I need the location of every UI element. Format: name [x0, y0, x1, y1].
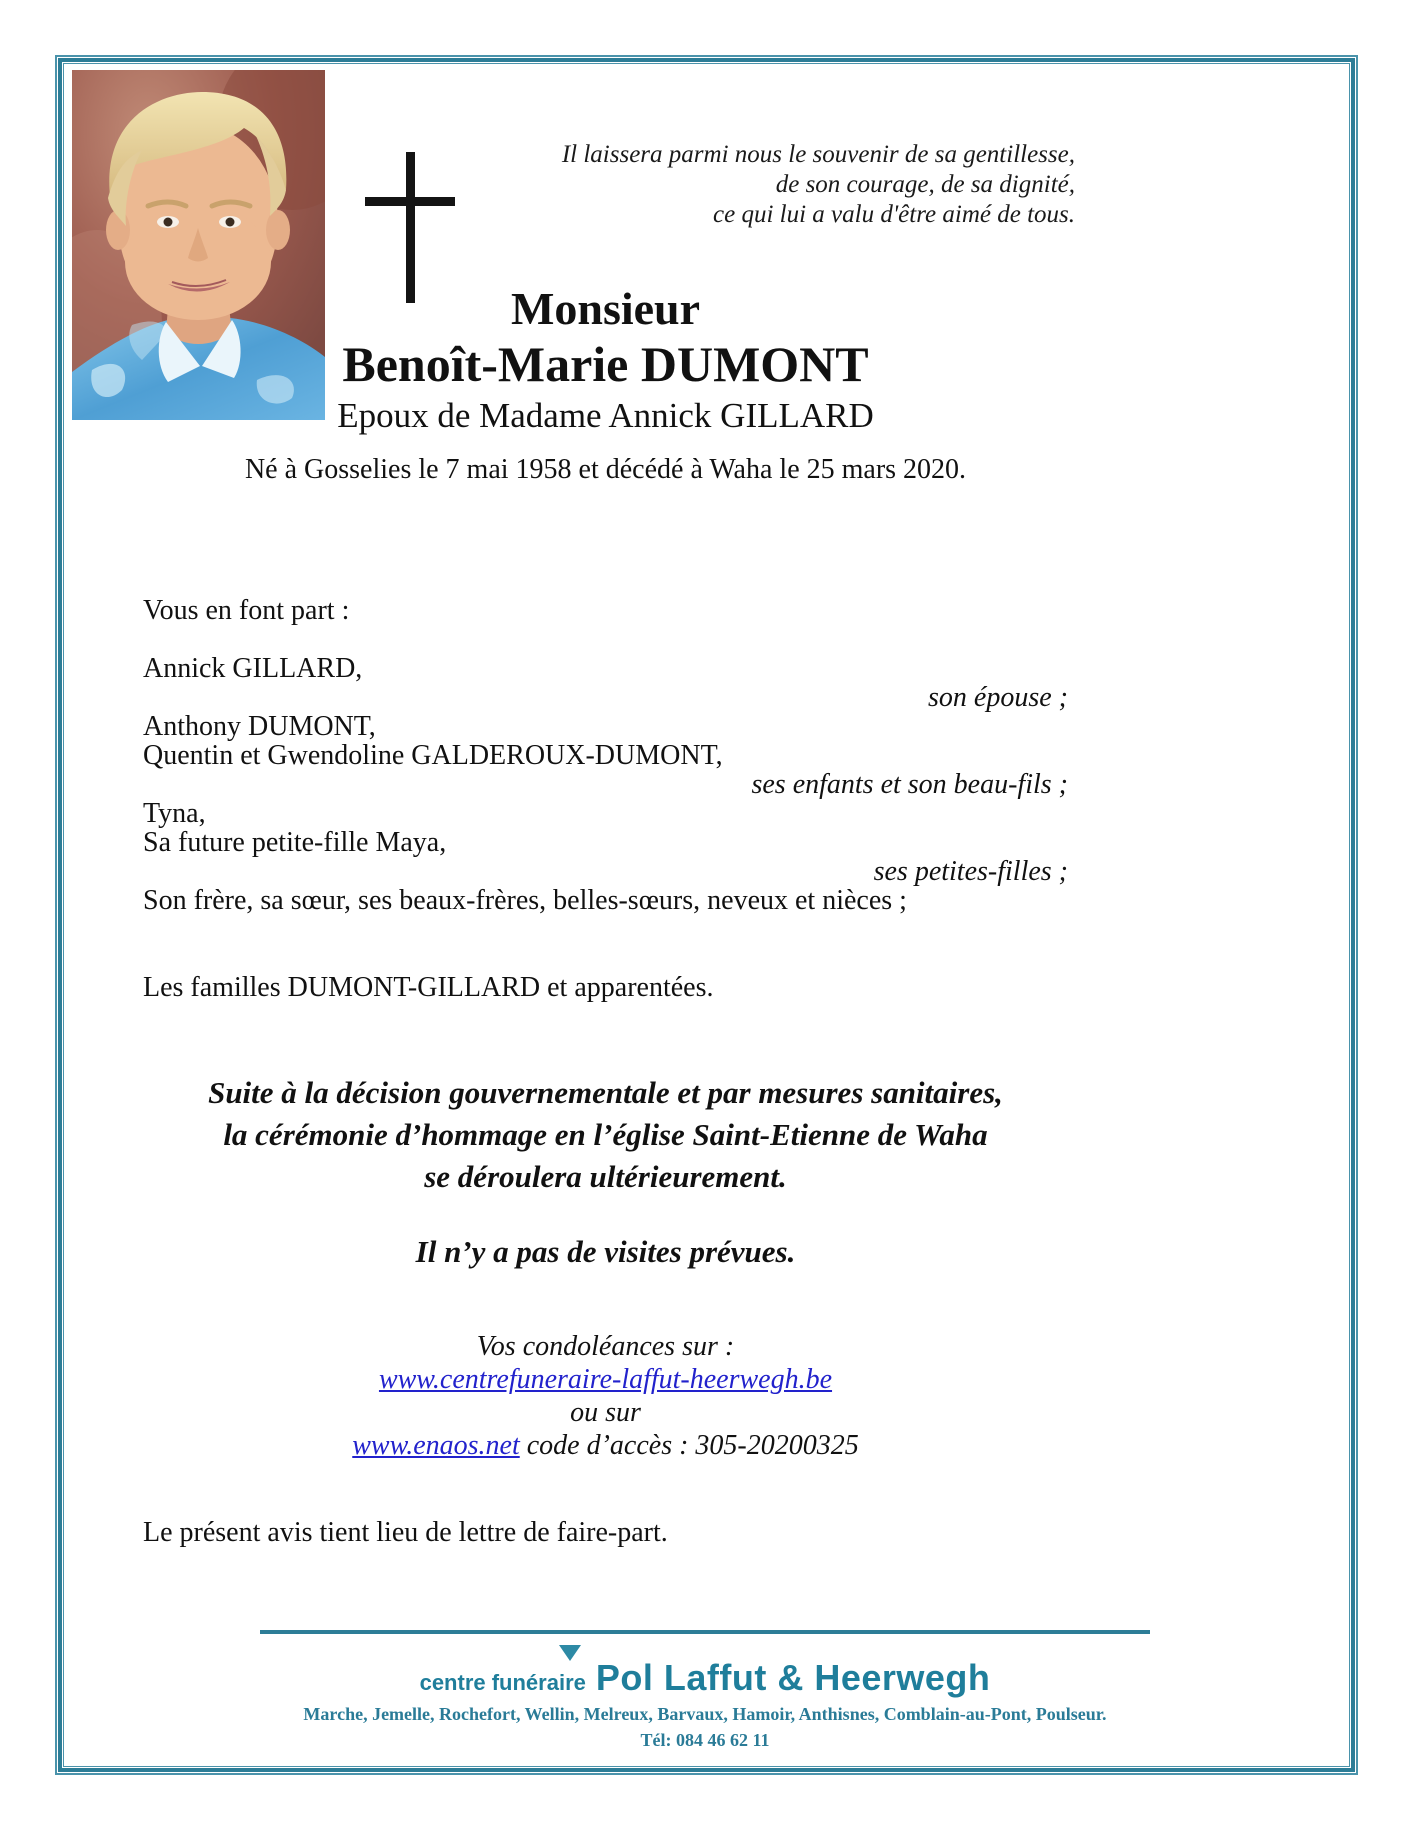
no-visits-notice: Il n’y a pas de visites prévues.: [415, 1234, 796, 1269]
family-line: Tyna,: [143, 798, 206, 829]
access-code: code d’accès : 305-20200325: [519, 1430, 859, 1461]
spouse-line: Epoux de Madame Annick GILLARD: [337, 396, 874, 435]
relation-label: ses enfants et son beau-fils ;: [751, 769, 1068, 800]
ceremony-line: Suite à la décision gouvernementale et par mesures sanitaires,: [208, 1075, 1003, 1110]
relation-label: ses petites-filles ;: [873, 856, 1068, 887]
family-line: Anthony DUMONT,: [143, 711, 376, 742]
brand-phone: Tél: 084 46 62 11: [640, 1730, 770, 1750]
memorial-line: ce qui lui a valu d'être aimé de tous.: [713, 201, 1075, 228]
memorial-line: Il laissera parmi nous le souvenir de sa gentillesse,: [561, 141, 1075, 168]
condolences-section: [143, 1330, 1068, 1462]
salutation: Monsieur: [510, 283, 701, 334]
cross-icon: [365, 150, 455, 305]
memorial-line: de son courage, de sa dignité,: [775, 171, 1075, 198]
faire-part-notice: Le présent avis tient lieu de lettre de faire-part.: [143, 1517, 668, 1548]
title-block: [143, 283, 1068, 439]
family-intro: Vous en font part :: [143, 595, 350, 626]
condolences-or: ou sur: [570, 1397, 641, 1428]
footer-divider: [260, 1630, 1150, 1634]
brand-locations: Marche, Jemelle, Rochefort, Wellin, Melreux, Barvaux, Hamoir, Anthisnes, Comblain-au-Pont, Poulseur.: [303, 1704, 1107, 1724]
ceremony-line: la cérémonie d’hommage en l’église Saint-Etienne de Waha: [223, 1117, 988, 1152]
condolences-link-centrefuneraire[interactable]: www.centrefuneraire-laffut-heerwegh.be: [378, 1364, 833, 1395]
brand-name: Pol Laffut & Heerwegh: [595, 1657, 991, 1698]
ceremony-line: se déroulera ultérieurement.: [424, 1159, 787, 1194]
family-line: Sa future petite-fille Maya,: [143, 827, 447, 858]
funeral-home-brand: [0, 1655, 1410, 1709]
condolences-link-enaos[interactable]: www.enaos.net: [352, 1430, 520, 1461]
family-line: Son frère, sa sœur, ses beaux-frères, belles-sœurs, neveux et nièces ;: [143, 885, 907, 916]
condolences-intro: Vos condoléances sur :: [476, 1331, 735, 1362]
brand-prefix: centre funéraire: [419, 1670, 586, 1695]
relation-label: son épouse ;: [928, 682, 1068, 713]
family-line: Les familles DUMONT-GILLARD et apparentées.: [143, 972, 714, 1003]
memorial-quote: [560, 140, 1075, 230]
deceased-name: Benoît-Marie DUMONT: [342, 336, 869, 392]
family-line: Quentin et Gwendoline GALDEROUX-DUMONT,: [143, 740, 723, 771]
ceremony-notice: [143, 1072, 1068, 1198]
life-dates: Né à Gosselies le 7 mai 1958 et décédé à Waha le 25 mars 2020.: [244, 454, 967, 485]
family-line: Annick GILLARD,: [143, 653, 363, 684]
family-section: [143, 596, 1068, 1002]
